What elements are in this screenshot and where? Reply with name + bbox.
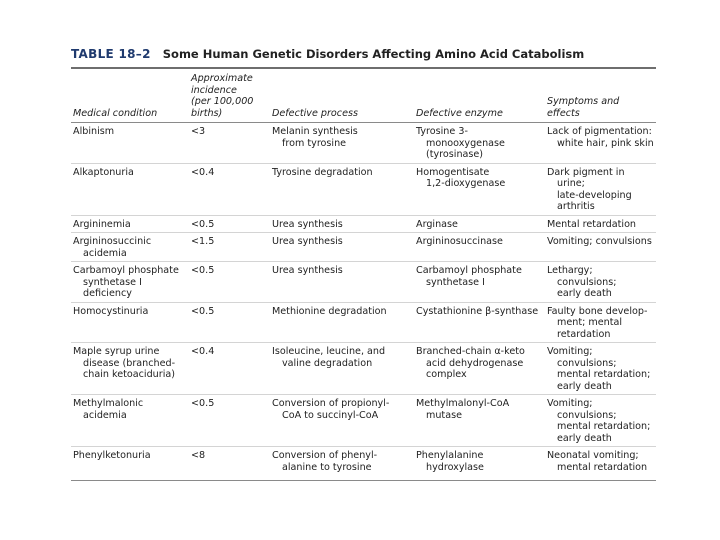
cell-medical-condition: Albinism [73, 126, 115, 137]
table-row [71, 302, 656, 343]
table-row [71, 123, 656, 164]
cell-incidence: <3 [191, 126, 206, 137]
cell-defective-process: Melanin synthesis from tyrosine [272, 126, 358, 149]
table-row [71, 395, 656, 447]
table-row [71, 343, 656, 395]
cell-defective-enzyme: Methylmalonyl-CoA mutase [414, 395, 545, 447]
cell-incidence: <0.4 [189, 163, 270, 215]
cell-incidence: <0.5 [189, 395, 270, 447]
table-row [71, 262, 656, 303]
cell-defective-enzyme: Argininosuccinase [414, 233, 545, 262]
cell-symptoms: Vomiting; convulsions; mental retardation; early death [545, 343, 656, 395]
cell-defective-enzyme: Phenylalanine hydroxylase [414, 447, 545, 481]
cell-symptoms: Dark pigment in urine; late-developing arthritis [545, 163, 656, 215]
table-row [71, 215, 656, 233]
cell-defective-process: Conversion of propionyl- CoA to succinyl-CoA [270, 395, 414, 447]
cell-medical-condition: Phenylketonuria [71, 447, 189, 481]
cell-symptoms: Mental retardation [545, 215, 656, 233]
cell-incidence: <8 [189, 447, 270, 481]
cell-symptoms: Vomiting; convulsions [545, 233, 656, 262]
cell-medical-condition: Homocystinuria [71, 302, 189, 343]
table-row [71, 233, 656, 262]
header-incidence: Approximate incidence (per 100,000 births) [189, 69, 270, 123]
table-caption [71, 47, 656, 65]
header-medical-condition: Medical condition [71, 69, 189, 123]
cell-defective-enzyme: Homogentisate 1,2-dioxygenase [414, 163, 545, 215]
cell-medical-condition: Carbamoyl phosphate synthetase I deficiency [71, 262, 189, 303]
cell-defective-enzyme: Carbamoyl phosphate synthetase I [414, 262, 545, 303]
cell-defective-process: Methionine degradation [270, 302, 414, 343]
header-defective-process: Defective process [270, 69, 414, 123]
table-row [71, 163, 656, 215]
cell-incidence: <0.5 [189, 302, 270, 343]
header-row [71, 69, 656, 123]
cell-defective-process: Urea synthesis [270, 262, 414, 303]
cell-medical-condition: Argininosuccinic acidemia [71, 233, 189, 262]
cell-symptoms: Neonatal vomiting; mental retardation [545, 447, 656, 481]
cell-symptoms: Faulty bone develop- ment; mental retardation [545, 302, 656, 343]
cell-medical-condition: Argininemia [71, 215, 189, 233]
cell-defective-enzyme: Tyrosine 3- monooxygenase (tyrosinase) [416, 126, 505, 160]
cell-defective-enzyme: Branched-chain α-keto acid dehydrogenase complex [414, 343, 545, 395]
cell-symptoms: Lack of pigmentation: white hair, pink skin [547, 126, 654, 149]
cell-incidence: <0.4 [189, 343, 270, 395]
table-number: TABLE 18–2 [71, 47, 151, 61]
cell-defective-process: Tyrosine degradation [270, 163, 414, 215]
table-row [71, 447, 656, 481]
cell-symptoms: Lethargy; convulsions; early death [545, 262, 656, 303]
cell-medical-condition: Maple syrup urine disease (branched- chain ketoaciduria) [71, 343, 189, 395]
table-document [71, 47, 656, 481]
table-title: Some Human Genetic Disorders Affecting Amino Acid Catabolism [162, 47, 585, 61]
header-symptoms: Symptoms and effects [545, 69, 656, 123]
cell-defective-process: Urea synthesis [270, 233, 414, 262]
cell-defective-process: Conversion of phenyl- alanine to tyrosine [270, 447, 414, 481]
cell-medical-condition: Alkaptonuria [71, 163, 189, 215]
disorders-table [71, 69, 656, 481]
cell-defective-process: Urea synthesis [270, 215, 414, 233]
cell-incidence: <0.5 [189, 262, 270, 303]
header-defective-enzyme: Defective enzyme [414, 69, 545, 123]
cell-incidence: <1.5 [189, 233, 270, 262]
cell-defective-enzyme: Arginase [414, 215, 545, 233]
cell-incidence: <0.5 [189, 215, 270, 233]
cell-defective-process: Isoleucine, leucine, and valine degradation [270, 343, 414, 395]
cell-symptoms: Vomiting; convulsions; mental retardation; early death [545, 395, 656, 447]
cell-defective-enzyme: Cystathionine β-synthase [414, 302, 545, 343]
cell-medical-condition: Methylmalonic acidemia [71, 395, 189, 447]
